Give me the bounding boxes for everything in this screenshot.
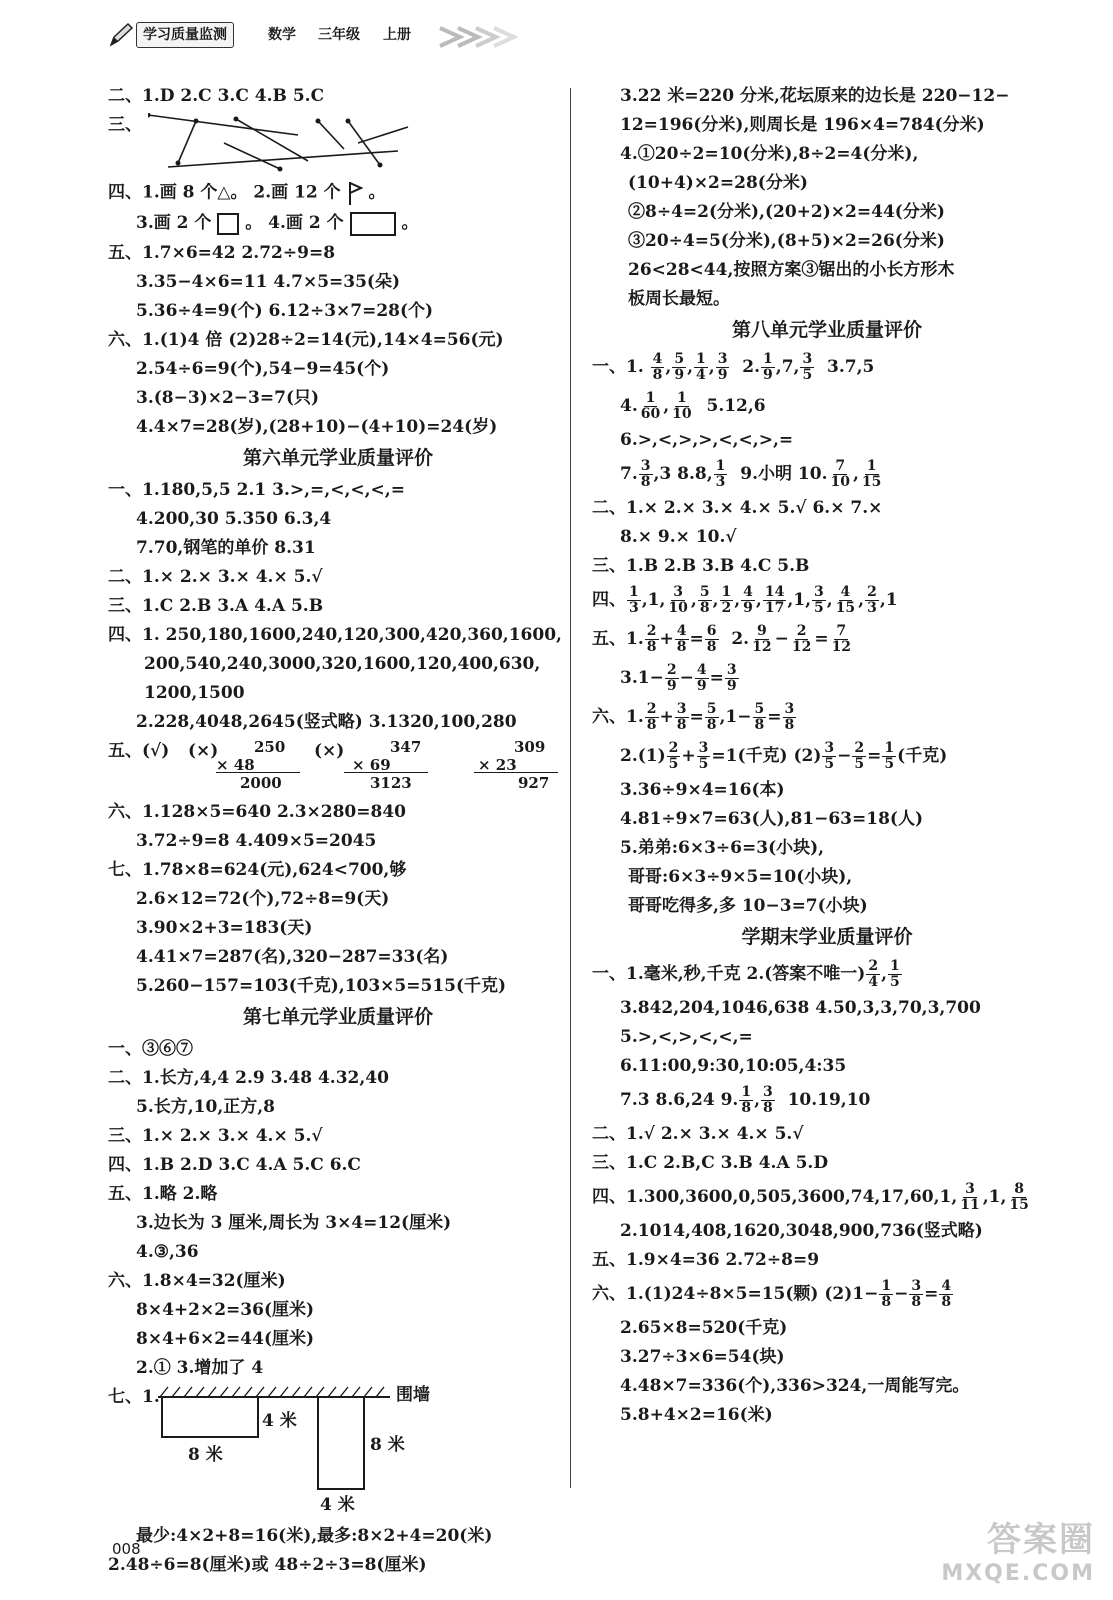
fraction: $\frac{1}{8}$ xyxy=(881,1278,892,1310)
watermark-line1: 答案圈 xyxy=(987,1520,1095,1560)
answer-line xyxy=(108,211,568,236)
mult-top: 309 xyxy=(514,737,546,756)
mult-result: 3123 xyxy=(370,773,412,792)
fraction: $\frac{2}{3}$ xyxy=(867,584,877,616)
answer-line: ②8÷4=2(分米),(20+2)×2=44(分米) xyxy=(628,202,945,222)
answer-text: 2.(1) xyxy=(620,746,666,766)
fraction: $\frac{4}{15}$ xyxy=(835,584,856,616)
answer-line: 5.260−157=103(千克),103×5=515(千克) xyxy=(136,975,507,996)
wall-label: 围墙 xyxy=(396,1384,430,1405)
mult-multiplier: × 23 xyxy=(478,755,517,774)
fraction: $\frac{1}{60}$ xyxy=(640,390,661,422)
fraction: $\frac{3}{8}$ xyxy=(911,1278,922,1310)
answer-line: 5.8+4×2=16(米) xyxy=(620,1405,773,1425)
answer-line: 2.228,4048,2645(竖式略) 3.1320,100,280 xyxy=(136,711,517,732)
answer-text: 3.1− xyxy=(620,668,664,688)
answer-text: 5.12,6 xyxy=(706,396,766,416)
fraction: $\frac{2}{5}$ xyxy=(854,740,865,772)
answer-line: 3.22 米=220 分米,花坛原来的边长是 220−12− xyxy=(620,86,1010,106)
column-divider xyxy=(570,88,571,1488)
chevron-decoration-icon xyxy=(438,24,518,50)
mult-result: 2000 xyxy=(240,773,282,792)
answer-line: 3.27÷3×6=54(块) xyxy=(620,1347,785,1367)
answer-line: 4.81÷9×7=63(人),81−63=18(人) xyxy=(620,809,924,829)
section-title-unit7: 第七单元学业质量评价 xyxy=(242,1005,433,1028)
answer-line: 2.① 3.增加了 4 xyxy=(136,1357,264,1378)
answer-line: 200,540,240,3000,320,1600,120,400,630, xyxy=(144,653,541,674)
fraction: $\frac{3}{10}$ xyxy=(668,584,688,616)
fraction: $\frac{5}{8}$ xyxy=(699,584,710,616)
mult-multiplier: × 48 xyxy=(216,755,255,774)
answer-line: 哥哥吃得多,多 10−3=7(小块) xyxy=(628,896,868,916)
dimension-label: 8 米 xyxy=(370,1434,405,1455)
matching-answer xyxy=(108,113,568,175)
answer-line: 六、1. $\frac{2}{8}$ + $\frac{3}{8}$ = $\frac{5}{8}$ ,1− $\frac{5}{8}$ = $\frac{3}{8}$ xyxy=(592,701,795,733)
answer-line: 3.1− $\frac{2}{9}$ − $\frac{4}{9}$ = $\frac{3}{9}$ xyxy=(620,662,737,694)
answer-line: 4. $\frac{1}{60}$ , $\frac{1}{10}$ 5.12,6 xyxy=(620,390,766,422)
answer-text: =1(千克) (2) xyxy=(711,746,822,766)
fraction: $\frac{3}{9}$ xyxy=(726,662,737,694)
fraction: $\frac{3}{8}$ xyxy=(762,1084,773,1116)
fraction: $\frac{3}{5}$ xyxy=(698,740,709,772)
answer-text: 一、1. xyxy=(592,357,644,377)
answer-text: 四、1.300,3600,0,505,3600,74,17,60,1, xyxy=(592,1187,958,1207)
fraction: $\frac{6}{8}$ xyxy=(706,623,717,655)
pencil-icon xyxy=(108,22,134,48)
answer-text: ,7, xyxy=(775,357,800,377)
fraction: $\frac{3}{5}$ xyxy=(802,351,813,383)
answer-line: 2.(1) $\frac{2}{5}$ + $\frac{3}{5}$ =1(千克) (2) $\frac{3}{5}$ − $\frac{2}{5}$ = $\frac{1}{5}$ (千克) xyxy=(620,740,948,772)
answer-text: 。 4.画 2 个 xyxy=(245,213,344,233)
fraction: $\frac{1}{3}$ xyxy=(715,458,726,490)
answer-text: (千克) xyxy=(897,746,948,766)
answer-line: 五、1.7×6=42 2.72÷9=8 xyxy=(108,242,336,263)
answer-text: 7.3 8.6,24 9. xyxy=(620,1090,739,1110)
fence-diagram-answer xyxy=(108,1385,568,1519)
fraction: $\frac{3}{5}$ xyxy=(824,740,835,772)
answer-line: 7. $\frac{3}{8}$ ,3 8.8, $\frac{1}{3}$ 9.小明 10. $\frac{7}{10}$ , $\frac{1}{15}$ xyxy=(620,458,882,490)
answer-text: , xyxy=(734,590,741,610)
rectangle-shape xyxy=(350,212,396,236)
answer-line xyxy=(592,583,1062,617)
answer-text: , xyxy=(858,590,865,610)
answer-line: 8×4+2×2=36(厘米) xyxy=(136,1299,315,1320)
answer-text: 七、1. xyxy=(108,1386,160,1407)
fraction: $\frac{1}{2}$ xyxy=(721,584,732,616)
answer-line: 三、1.C 2.B 3.A 4.A 5.B xyxy=(108,595,324,616)
fraction: $\frac{5}{9}$ xyxy=(674,351,685,383)
square-shape xyxy=(217,213,239,235)
answer-text: 9.小明 10. xyxy=(740,464,828,484)
answer-line: 四、1. 250,180,1600,240,120,300,420,360,1600, xyxy=(108,624,562,645)
answer-line: 3.90×2+3=183(天) xyxy=(136,917,313,938)
fraction: $\frac{4}{8}$ xyxy=(652,351,663,383)
answer-text: 五、1. xyxy=(592,629,644,649)
answer-line: ③20÷4=5(分米),(8+5)×2=26(分米) xyxy=(628,231,945,251)
answer-line: 一、③⑥⑦ xyxy=(108,1038,193,1059)
fraction: $\frac{2}{8}$ xyxy=(646,623,657,655)
fraction: $\frac{1}{5}$ xyxy=(884,740,895,772)
fraction: $\frac{3}{11}$ xyxy=(960,1181,980,1213)
answer-line: 6.11:00,9:30,10:05,4:35 xyxy=(620,1056,847,1076)
fraction: $\frac{2}{8}$ xyxy=(646,701,657,733)
section-title-unit6: 第六单元学业质量评价 xyxy=(242,446,433,469)
answer-line: 三、1.× 2.× 3.× 4.× 5.√ xyxy=(108,1125,323,1146)
matching-lines-diagram xyxy=(148,113,468,175)
watermark-line2: MXQE.COM xyxy=(941,1561,1095,1586)
answer-line: 3.35−4×6=11 4.7×5=35(朵) xyxy=(136,271,401,292)
answer-line: 2.6×12=72(个),72÷8=9(天) xyxy=(136,888,390,909)
fraction: $\frac{3}{9}$ xyxy=(717,351,728,383)
answer-line: 二、1.√ 2.× 3.× 4.× 5.√ xyxy=(592,1124,804,1144)
answer-text: ,1 xyxy=(879,590,898,610)
dimension-label: 8 米 xyxy=(188,1444,223,1465)
page-number: 008 xyxy=(112,1540,141,1558)
answer-text: 10.19,10 xyxy=(787,1090,871,1110)
answer-text: , xyxy=(826,590,833,610)
answer-line: 7.70,钢笔的单价 8.31 xyxy=(136,537,316,558)
fraction: $\frac{14}{17}$ xyxy=(764,584,785,616)
answer-text: 7. xyxy=(620,464,638,484)
answer-text: 一、1.毫米,秒,千克 2.(答案不唯一) xyxy=(592,964,866,984)
answer-text: ,1, xyxy=(641,590,666,610)
answer-line: 5.长方,10,正方,8 xyxy=(136,1096,275,1117)
fraction: $\frac{1}{9}$ xyxy=(763,351,773,383)
fraction: $\frac{4}{8}$ xyxy=(941,1278,952,1310)
fraction: $\frac{2}{4}$ xyxy=(868,958,879,990)
answer-line: 四、1.B 2.D 3.C 4.A 5.C 6.C xyxy=(108,1154,361,1175)
header-subject: 数学 xyxy=(268,27,296,43)
answer-line: 二、1.长方,4,4 2.9 3.48 4.32,40 xyxy=(108,1067,389,1088)
answer-line: (10+4)×2=28(分米) xyxy=(628,173,808,193)
answer-text: ,1, xyxy=(787,590,811,610)
answer-line: 8.× 9.× 10.√ xyxy=(620,527,737,547)
answer-line: 五、1. $\frac{2}{8}$ + $\frac{4}{8}$ = $\frac{6}{8}$ 2. $\frac{9}{12}$ − $\frac{2}{12}$ = $\frac{7}{12}$ xyxy=(592,623,852,655)
answer-line: 二、1.D 2.C 3.C 4.B 5.C xyxy=(108,86,325,106)
mult-result: 927 xyxy=(518,773,550,792)
answer-line: 五、1.略 2.略 xyxy=(108,1183,218,1204)
answer-line: 3.36÷9×4=16(本) xyxy=(620,780,785,800)
fraction: $\frac{7}{12}$ xyxy=(831,623,852,655)
fraction: $\frac{1}{15}$ xyxy=(861,458,882,490)
answer-line: 二、1.× 2.× 3.× 4.× 5.√ xyxy=(108,566,323,587)
answer-line: 3.842,204,1046,638 4.50,3,3,70,3,700 xyxy=(620,998,981,1018)
answer-line: 三、1.B 2.B 3.B 4.C 5.B xyxy=(592,556,810,576)
answer-line: 一、1.毫米,秒,千克 2.(答案不唯一) $\frac{2}{4}$ , $\frac{1}{5}$ xyxy=(592,958,900,990)
header-tab: 学习质量监测 xyxy=(136,22,234,48)
fraction: $\frac{3}{8}$ xyxy=(676,701,687,733)
answer-line: 4.200,30 5.350 6.3,4 xyxy=(136,508,332,529)
answer-text: 四、 xyxy=(592,590,626,610)
answer-line: 4.41×7=287(名),320−287=33(名) xyxy=(136,946,449,967)
right-column xyxy=(592,84,1062,1432)
answer-line: 一、1.180,5,5 2.1 3.>,=,<,<,<,= xyxy=(108,479,405,500)
answer-text: 六、1. xyxy=(592,707,644,727)
fraction: $\frac{5}{8}$ xyxy=(754,701,765,733)
answer-line: 4.①20÷2=10(分米),8÷2=4(分米), xyxy=(620,144,919,164)
answer-line xyxy=(108,180,568,206)
answer-text: 。 xyxy=(401,213,419,233)
header-volume: 上册 xyxy=(383,27,411,43)
fraction: $\frac{2}{5}$ xyxy=(668,740,679,772)
answer-line: 四、1.300,3600,0,505,3600,74,17,60,1, $\frac{3}{11}$ ,1, $\frac{8}{15}$ xyxy=(592,1181,1029,1213)
fraction: $\frac{4}{9}$ xyxy=(743,584,753,616)
fraction: $\frac{1}{3}$ xyxy=(629,584,639,616)
answer-line: 2.54÷6=9(个),54−9=45(个) xyxy=(136,358,390,379)
answer-text: 3.7,5 xyxy=(827,357,875,377)
mark-text: (×) xyxy=(314,740,345,761)
answer-line: 3.边长为 3 厘米,周长为 3×4=12(厘米) xyxy=(136,1212,452,1233)
fraction: $\frac{1}{10}$ xyxy=(672,390,692,422)
answer-text: 2. xyxy=(742,357,761,377)
mult-multiplier: × 69 xyxy=(352,755,391,774)
answer-line: 五、1.9×4=36 2.72÷8=9 xyxy=(592,1250,820,1270)
answer-text: 五、(√) xyxy=(108,740,170,761)
header-grade: 三年级 xyxy=(318,27,360,43)
vertical-multiplication-row xyxy=(108,739,568,795)
answer-line: 26<28<44,按照方案③锯出的小长方形木 xyxy=(628,260,955,280)
fraction: $\frac{4}{9}$ xyxy=(696,662,707,694)
answer-line: 4.③,36 xyxy=(136,1241,199,1262)
answer-line: 12=196(分米),则周长是 196×4=784(分米) xyxy=(620,115,985,135)
multiplication-2 xyxy=(344,735,484,792)
answer-line: 二、1.× 2.× 3.× 4.× 5.√ 6.× 7.× xyxy=(592,498,883,518)
answer-text: 3.画 2 个 xyxy=(136,213,212,233)
answer-line: 1200,1500 xyxy=(144,682,245,703)
fraction: $\frac{7}{10}$ xyxy=(830,458,850,490)
fraction: $\frac{3}{8}$ xyxy=(640,458,651,490)
answer-line: 2.65×8=520(千克) xyxy=(620,1318,788,1338)
answer-line: 2.1014,408,1620,3048,900,736(竖式略) xyxy=(620,1221,983,1241)
answer-text: 4. xyxy=(620,396,638,416)
answer-text: 六、1.(1)24÷8×5=15(颗) (2)1− xyxy=(592,1284,879,1304)
answer-line: 5.>,<,>,<,<,= xyxy=(620,1027,753,1047)
answer-line: 最少:4×2+8=16(米),最多:8×2+4=20(米) xyxy=(136,1525,493,1546)
answer-line: 六、1.(1)4 倍 (2)28÷2=14(元),14×4=56(元) xyxy=(108,329,504,350)
fraction: $\frac{4}{8}$ xyxy=(676,623,687,655)
fraction: $\frac{1}{8}$ xyxy=(741,1084,752,1116)
left-column xyxy=(108,84,568,1582)
mult-top: 347 xyxy=(390,737,422,756)
answer-line: 3.72÷9=8 4.409×5=2045 xyxy=(136,830,377,851)
fraction: $\frac{2}{12}$ xyxy=(791,623,812,655)
answer-text: , xyxy=(755,590,762,610)
page-header xyxy=(108,22,528,50)
answer-text: , xyxy=(712,590,719,610)
answer-line: 7.3 8.6,24 9. $\frac{1}{8}$ , $\frac{3}{8}$ 10.19,10 xyxy=(620,1084,871,1116)
answer-line: 六、1.8×4=32(厘米) xyxy=(108,1270,286,1291)
answer-text: ,3 8.8, xyxy=(653,464,713,484)
answer-line: 5.36÷4=9(个) 6.12÷3×7=28(个) xyxy=(136,300,434,321)
answer-line: 4.4×7=28(岁),(28+10)−(4+10)=24(岁) xyxy=(136,416,498,437)
dimension-label: 4 米 xyxy=(262,1410,297,1431)
fraction: $\frac{1}{4}$ xyxy=(696,351,706,383)
answer-line: 三、 xyxy=(108,115,142,135)
answer-line: 6.>,<,>,>,<,<,>,= xyxy=(620,430,794,450)
mult-top: 250 xyxy=(254,737,286,756)
fraction: $\frac{5}{8}$ xyxy=(706,701,717,733)
answer-line: 哥哥:6×3÷9×5=10(小块), xyxy=(628,867,853,887)
answer-text: 2. xyxy=(731,629,750,649)
answer-line: 5.弟弟:6×3÷6=3(小块), xyxy=(620,838,825,858)
answer-line: 七、1.78×8=624(元),624<700,够 xyxy=(108,859,407,880)
fraction: $\frac{3}{8}$ xyxy=(784,701,795,733)
section-title-unit8: 第八单元学业质量评价 xyxy=(731,319,922,341)
answer-line: 8×4+6×2=44(厘米) xyxy=(136,1328,315,1349)
answer-text: 四、1.画 8 个△。 2.画 12 个 xyxy=(108,182,341,203)
answer-text: 。 xyxy=(368,182,386,203)
answer-line: 六、1.(1)24÷8×5=15(颗) (2)1− $\frac{1}{8}$ − $\frac{3}{8}$ = $\frac{4}{8}$ xyxy=(592,1278,952,1310)
section-title-final: 学期末学业质量评价 xyxy=(741,926,913,948)
answer-line: 2.48÷6=8(厘米)或 48÷2÷3=8(厘米) xyxy=(108,1554,427,1575)
answer-line: 板周长最短。 xyxy=(628,289,730,309)
flag-icon xyxy=(347,180,363,206)
fraction: $\frac{8}{15}$ xyxy=(1009,1181,1029,1213)
fraction: $\frac{3}{5}$ xyxy=(814,584,824,616)
mark-text: (×) xyxy=(188,740,219,761)
fraction: $\frac{1}{5}$ xyxy=(890,958,900,990)
multiplication-3 xyxy=(474,735,568,792)
answer-line: 三、1.C 2.B,C 3.B 4.A 5.D xyxy=(592,1153,829,1173)
answer-line: 一、1. $\frac{4}{8}$ , $\frac{5}{9}$ , $\frac{1}{4}$ , $\frac{3}{9}$ 2. $\frac{1}{9}$ ,7, $\frac{3}{5}$ 3.7,5 xyxy=(592,351,875,383)
answer-line: 六、1.128×5=640 2.3×280=840 xyxy=(108,801,406,822)
fraction: $\frac{2}{9}$ xyxy=(666,662,677,694)
watermark xyxy=(941,1512,1095,1586)
fraction-sequence xyxy=(626,584,898,616)
answer-line: 4.48×7=336(个),336>324,一周能写完。 xyxy=(620,1376,970,1396)
fraction: $\frac{9}{12}$ xyxy=(752,623,772,655)
dimension-label: 4 米 xyxy=(320,1494,355,1515)
answer-line: 3.(8−3)×2−3=7(只) xyxy=(136,387,320,408)
answer-text: , xyxy=(690,590,697,610)
